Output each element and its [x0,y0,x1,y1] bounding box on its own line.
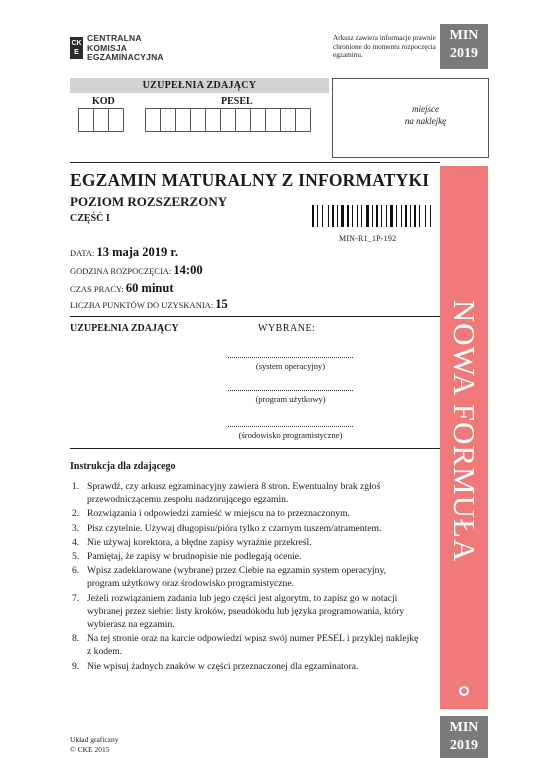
barcode-bar [408,205,409,227]
barcode-bar [388,205,389,227]
exam-points [70,297,228,312]
barcode-bar [381,205,382,227]
barcode-bar [421,205,424,227]
pesel-input-boxes[interactable] [145,108,310,132]
input-cell[interactable] [250,108,266,132]
barcode-bar [324,205,327,227]
barcode-bar [317,205,318,227]
barcode-bar [363,205,365,227]
logo-line-2: KOMISJA [87,42,128,53]
instruction-item: 1. Sprawdź, czy arkusz egzaminacyjny zawiera 8 stron. Ewentualny brak zgłoś przewodniczącemu zespołu nadzorującego egzamin. [72,481,381,506]
exam-points-value: 15 [215,297,228,311]
input-cell[interactable] [78,108,94,132]
logo-line-1: CENTRALNA [87,33,142,43]
barcode-bar [370,205,371,227]
barcode-bar [352,205,353,227]
exam-date-label: DATA: [70,248,97,258]
instruction-item: 9. Nie wpisuj żadnych znaków w części przeznaczonej dla egzaminatora. [72,660,359,672]
divider-mid [70,316,440,317]
instructions-list [70,480,420,674]
barcode-bar [427,205,429,227]
barcode-bar [341,205,344,227]
sticker-label: miejsce na naklejkę [404,104,447,126]
input-cell[interactable] [205,108,221,132]
os-field-caption: (system operacyjny) [255,361,326,371]
input-cell[interactable] [295,108,311,132]
input-cell[interactable] [190,108,206,132]
exam-title: EGZAMIN MATURALNY Z INFORMATYKI [70,170,430,190]
fill-in-header: UZUPEŁNIA ZDAJĄCY [70,78,329,93]
logo-line-3: EGZAMINACYJNA [87,52,164,62]
app-field[interactable] [228,390,353,391]
barcode-bar [357,205,358,227]
barcode-bar [403,205,404,227]
cke-logo-mark: CK E [70,37,83,59]
cke-logo-text [87,34,164,63]
barcode-bar [374,205,375,227]
input-cell[interactable] [220,108,236,132]
footer-line-1: Układ graficzny [70,735,119,744]
input-cell[interactable] [175,108,191,132]
instruction-item: 4. Nie używaj korektora, a błędne zapisy wyraźnie przekreśl. [72,536,312,548]
barcode-bar [412,205,413,227]
footer [70,735,119,754]
exam-code-bottom-line1: MIN [449,720,479,735]
barcode-bar [315,205,316,227]
barcode-bar [345,205,346,227]
exam-code-top-line1: MIN [449,28,479,43]
input-cell[interactable] [280,108,296,132]
confidentiality-note: Arkusz zawiera informacje prawnie chronione do momentu rozpoczęcia egzaminu. [333,34,436,60]
os-field[interactable] [228,357,353,358]
selection-chosen-label: WYBRANE: [258,323,316,334]
barcode-icon [312,205,432,227]
barcode-bar [332,205,334,227]
barcode-bar [425,205,426,227]
barcode-bar [376,205,378,227]
exam-code-bottom-line2: 2019 [450,738,478,753]
input-cell[interactable] [235,108,251,132]
divider-instructions [70,448,440,449]
barcode-bar [361,205,362,227]
input-cell[interactable] [108,108,124,132]
instruction-item: 2. Rozwiązania i odpowiedzi zamieść w miejscu na to przeznaczonym. [72,508,350,520]
barcode-bar [319,205,321,227]
barcode-bar [328,205,329,227]
exam-part: CZĘŚĆ I [70,213,110,224]
barcode-bar [372,205,373,227]
barcode-bar [396,205,397,227]
barcode-text: MIN-R1_1P-192 [339,234,397,243]
barcode-bar [330,205,331,227]
barcode-bar [410,205,411,227]
exam-duration-value: 60 minut [125,281,174,295]
barcode-bar [390,205,393,227]
footer-line-2: © CKE 2015 [70,744,110,754]
exam-start-value: 14:00 [173,263,203,277]
instruction-item: 3. Pisz czytelnie. Używaj długopisu/pióra tylko z czarnym tuszem/atramentem. [72,522,382,534]
barcode-bar [417,205,418,227]
barcode-bar [398,205,400,227]
input-cell[interactable] [93,108,109,132]
app-field-caption: (program użytkowy) [255,394,326,404]
instruction-item: 5. Pamiętaj, że zapisy w brudnopisie nie podlegają ocenie. [72,551,302,563]
instruction-item: 6. Wpisz zadeklarowane (wybrane) przez Ciebie na egzamin system operacyjny, program użytkowy oraz środowisko programistyczne. [72,565,387,590]
barcode-bar [354,205,356,227]
barcode-bar [394,205,395,227]
barcode-bar [347,205,349,227]
exam-duration-label: CZAS PRACY: [70,284,126,294]
exam-duration [70,281,173,296]
barcode-bar [350,205,351,227]
exam-start [70,263,203,278]
barcode-bar [405,205,407,227]
divider-top [70,162,440,163]
ide-field[interactable] [228,426,353,427]
new-formula-label [440,166,488,709]
exam-date-value: 13 maja 2019 r. [96,245,178,259]
barcode-bar [414,205,416,227]
pesel-label: PESEL [221,96,253,107]
barcode-bar [430,205,431,227]
new-formula-text: NOWA FORMUŁA [447,299,482,563]
barcode-bar [335,205,336,227]
barcode-bar [322,205,323,227]
kod-label: KOD [92,96,115,107]
input-cell[interactable] [265,108,281,132]
barcode-bar [359,205,360,227]
instruction-item: 8. Na tej stronie oraz na karcie odpowiedzi wpisz swój numer PESEL i przyklej naklejkę z kodem. [72,633,419,658]
ide-field-caption: (środowisko programistyczne) [238,430,343,440]
barcode-bar [419,205,420,227]
barcode-bar [339,205,340,227]
selection-header: UZUPEŁNIA ZDAJĄCY [70,323,179,334]
input-cell[interactable] [145,108,161,132]
instruction-item: 7. Jeżeli rozwiązaniem zadania lub jego części jest algorytm, to zapisz go w notacji wybranej przez siebie: listy kroków, pseudokodu lub języka programowania, który wybierasz na egzamin. [72,592,405,631]
exam-code-top [440,24,488,69]
barcode-bar [366,205,369,227]
exam-points-label: LICZBA PUNKTÓW DO UZYSKANIA: [70,300,216,310]
barcode-bar [312,205,314,227]
exam-start-label: GODZINA ROZPOCZĘCIA: [70,266,174,276]
exam-level: POZIOM ROZSZERZONY [70,194,228,209]
barcode-bar [386,205,387,227]
cke-logo [70,34,164,63]
barcode-bar [401,205,402,227]
exam-code-top-line2: 2019 [450,46,478,61]
circle-icon [459,686,469,696]
kod-input-boxes[interactable] [78,108,123,132]
barcode-bar [337,205,338,227]
exam-code-bottom [440,716,488,758]
input-cell[interactable] [160,108,176,132]
exam-date [70,245,178,260]
barcode-bar [379,205,380,227]
barcode-bar [383,205,385,227]
instructions-heading: Instrukcja dla zdającego [70,461,176,472]
